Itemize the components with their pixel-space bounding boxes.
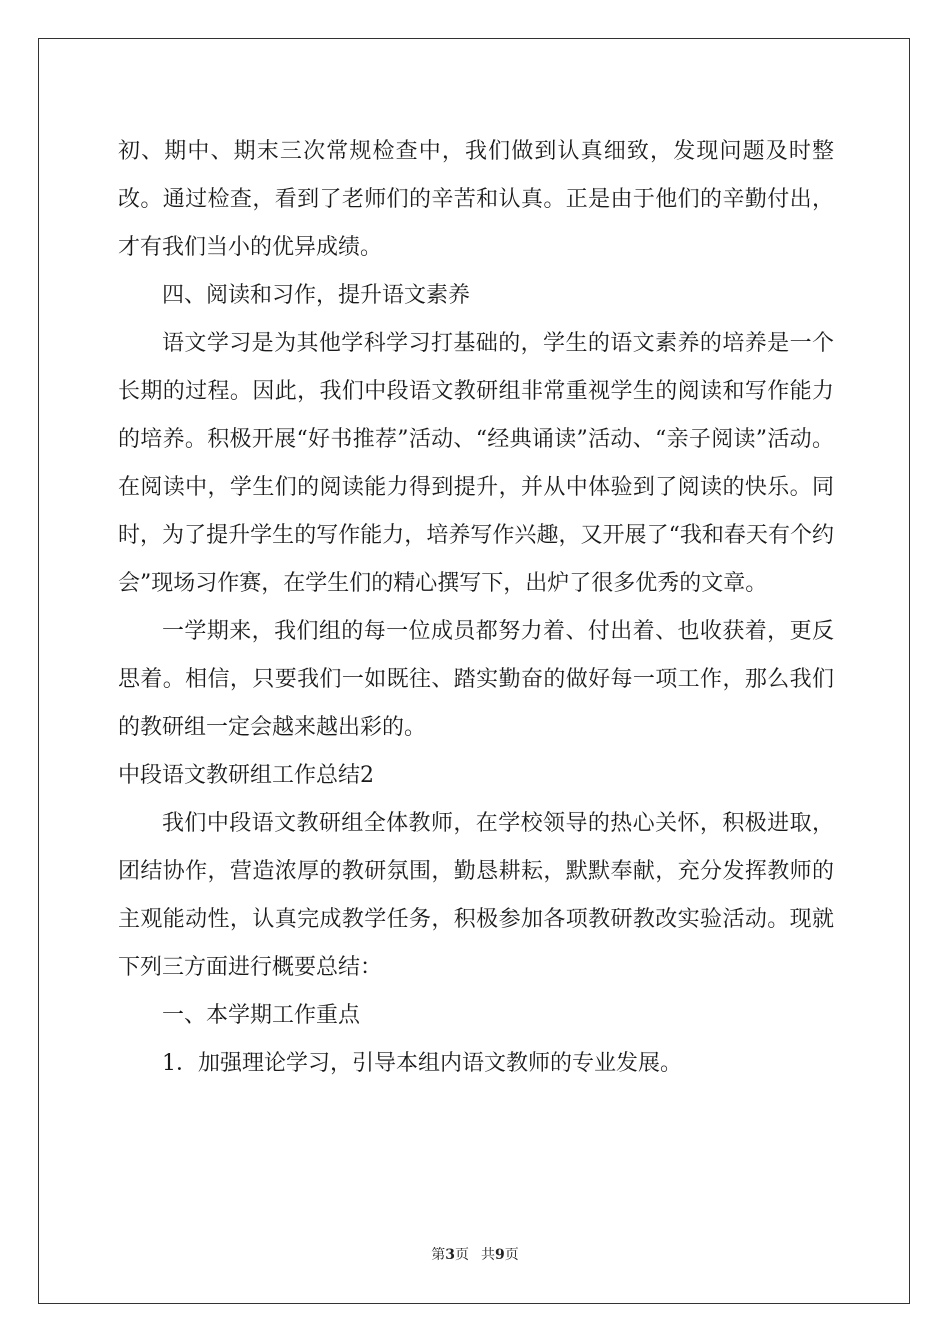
page-number: 3 xyxy=(445,1247,455,1263)
page-suffix: 页 xyxy=(455,1247,469,1263)
paragraph: 初、期中、期末三次常规检查中，我们做到认真细致，发现问题及时整改。通过检查，看到了老师们的辛苦和认真。正是由于他们的辛勤付出，才有我们当小的优异成绩。 xyxy=(118,139,834,260)
total-prefix: 共 xyxy=(481,1247,495,1263)
paragraph: 我们中段语文教研组全体教师，在学校领导的热心关怀，积极进取，团结协作，营造浓厚的教研氛围，勤恳耕耘，默默奉献，充分发挥教师的主观能动性，认真完成教学任务，积极参加各项教研教改实验活动。现就下列三方面进行概要总结： xyxy=(118,811,834,980)
page-prefix: 第 xyxy=(431,1247,446,1263)
page-footer xyxy=(0,1244,950,1264)
section-heading: 四、阅读和习作，提升语文素养 xyxy=(162,283,471,308)
document-title: 中段语文教研组工作总结2 xyxy=(118,763,374,788)
paragraph: 一学期来，我们组的每一位成员都努力着、付出着、也收获着，更反思着。相信，只要我们一如既往、踏实勤奋的做好每一项工作，那么我们的教研组一定会越来越出彩的。 xyxy=(118,619,834,740)
paragraph: 语文学习是为其他学科学习打基础的，学生的语文素养的培养是一个长期的过程。因此，我们中段语文教研组非常重视学生的阅读和写作能力的培养。积极开展“好书推荐”活动、“经典诵读”活动、“亲子阅读”活动。在阅读中，学生们的阅读能力得到提升，并从中体验到了阅读的快乐。同时，为了提升学生的写作能力，培养写作兴趣，又开展了“我和春天有个约会”现场习作赛，在学生们的精心撰写下，出炉了很多优秀的文章。 xyxy=(118,331,834,596)
section-heading: 一、本学期工作重点 xyxy=(162,1003,361,1028)
total-suffix: 页 xyxy=(504,1247,519,1263)
list-item: 1．加强理论学习，引导本组内语文教师的专业发展。 xyxy=(162,1051,682,1076)
document-body xyxy=(118,128,834,1088)
page-total: 9 xyxy=(495,1247,505,1263)
